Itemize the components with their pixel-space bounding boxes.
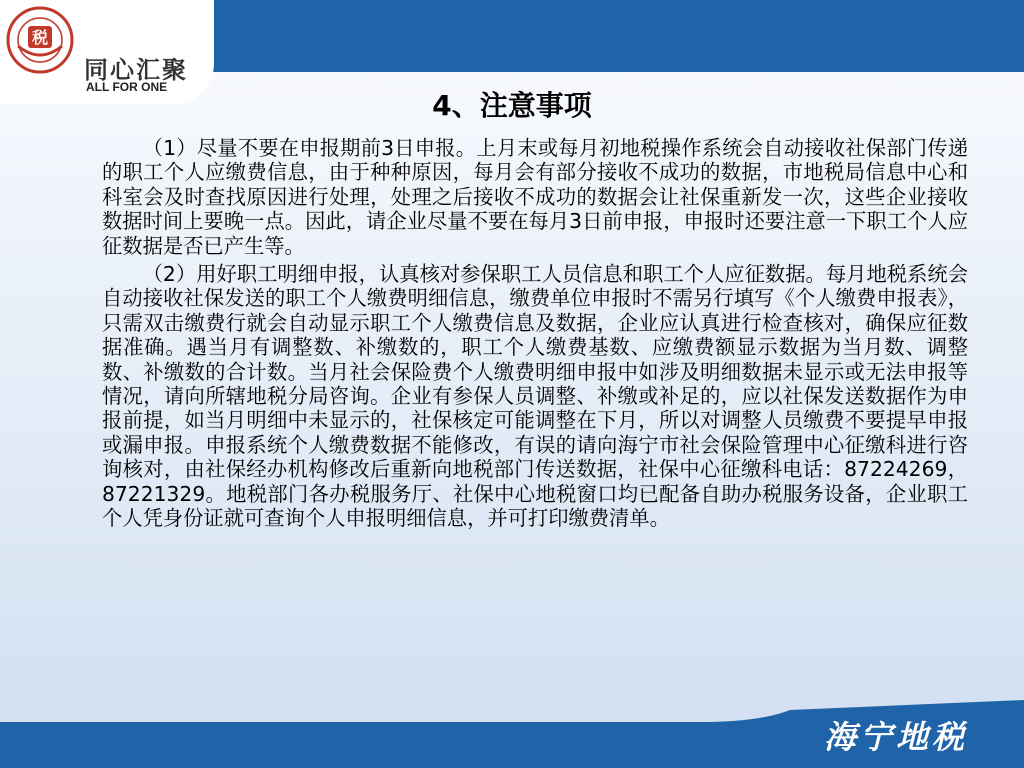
footer-brand: 海宁地税 (823, 718, 968, 756)
tax-seal-logo (6, 6, 74, 74)
brand-slogan-en: ALL FOR ONE (86, 80, 168, 94)
body-text (102, 136, 968, 535)
slide-title: 4、注意事项 (432, 89, 592, 122)
paragraph-2: （2）用好职工明细申报，认真核对参保职工人员信息和职工个人应征数据。每月地税系统会自动接收社保发送的职工个人缴费明细信息，缴费单位申报时不需另行填写《个人缴费申报表》，只需双击缴费行就会自动显示职工个人缴费信息及数据，企业应认真进行检查核对，确保应征数据准确。遇当月有调整数、补缴数的，职工个人缴费基数、应缴费额显示数据为当月数、调整数、补缴数的合计数。当月社会保险费个人缴费明细申报中如涉及明细数据未显示或无法申报等情况，请向所辖地税分局咨询。企业有参保人员调整、补缴或补足的，应以社保发送数据作为申报前提，如当月明细中未显示的，社保核定可能调整在下月，所以对调整人员缴费不要提早申报或漏申报。申报系统个人缴费数据不能修改，有误的请向海宁市社会保险管理中心征缴科进行咨询核对，由社保经办机构修改后重新向地税部门传送数据，社保中心征缴科电话：87224269，87221329。地税部门各办税服务厅、社保中心地税窗口均已配备自助办税服务设备，企业职工个人凭身份证就可查询个人申报明细信息，并可打印缴费清单。 (102, 262, 968, 531)
brand-slogan-cn: 同心汇聚 (84, 55, 188, 84)
paragraph-1: （1）尽量不要在申报期前3日申报。上月末或每月初地税操作系统会自动接收社保部门传递的职工个人应缴费信息，由于种种原因，每月会有部分接收不成功的数据，市地税局信息中心和科室会及时查找原因进行处理，处理之后接收不成功的数据会让社保重新发一次，这些企业接收数据时间上要晚一点。因此，请企业尽量不要在每月3日前申报，申报时还要注意一下职工个人应征数据是否已产生等。 (102, 136, 968, 258)
seal-character: 税 (31, 28, 49, 47)
